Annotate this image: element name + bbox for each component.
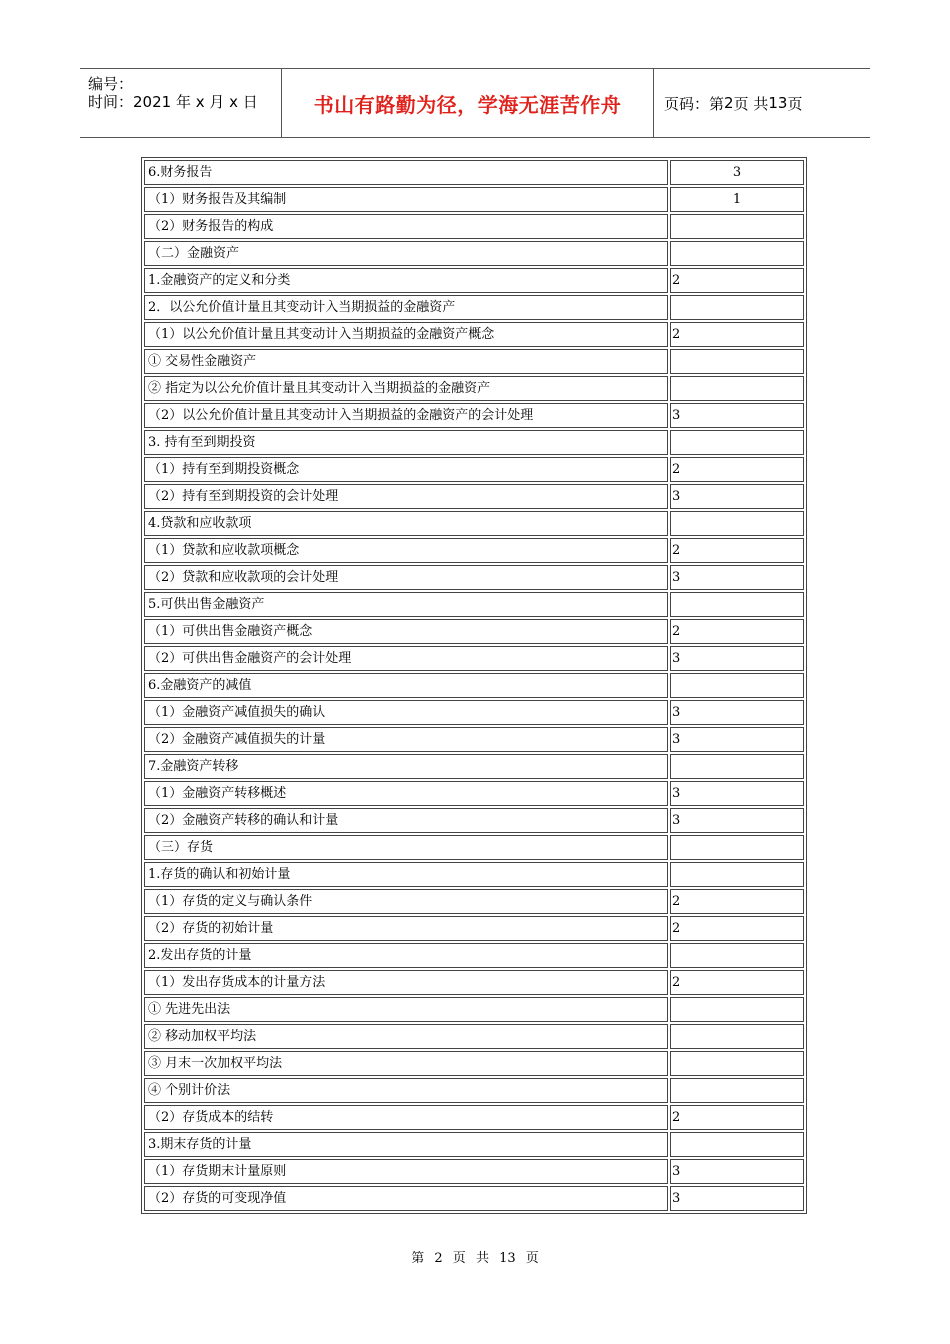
row-level-cell — [670, 754, 804, 779]
row-level-cell — [670, 349, 804, 374]
row-level-cell — [670, 862, 804, 887]
table-row — [144, 241, 804, 266]
row-level-cell: 3 — [670, 646, 804, 671]
table-row — [144, 943, 804, 968]
row-topic-cell: （2）金融资产转移的确认和计量 — [144, 808, 668, 833]
row-level-cell — [670, 430, 804, 455]
syllabus-table — [141, 157, 807, 1214]
row-level-cell — [670, 1132, 804, 1157]
table-row — [144, 295, 804, 320]
row-level-cell: 1 — [670, 187, 804, 212]
row-topic-cell: （2）存货的可变现净值 — [144, 1186, 668, 1211]
row-level-cell: 3 — [670, 1159, 804, 1184]
row-topic-cell: （1）金融资产减值损失的确认 — [144, 700, 668, 725]
table-row — [144, 403, 804, 428]
row-topic-cell: 2.发出存货的计量 — [144, 943, 668, 968]
table-row — [144, 781, 804, 806]
syllabus-table-body — [144, 160, 804, 1211]
table-row — [144, 322, 804, 347]
row-topic-cell: （1）存货的定义与确认条件 — [144, 889, 668, 914]
row-topic-cell: 3. 持有至到期投资 — [144, 430, 668, 455]
time-label: 时间：2021 年 x 月 x 日 — [88, 93, 258, 111]
footer-word-ye: 页 — [452, 1251, 466, 1266]
row-level-cell: 3 — [670, 781, 804, 806]
row-topic-cell: 7.金融资产转移 — [144, 754, 668, 779]
row-topic-cell: （1）财务报告及其编制 — [144, 187, 668, 212]
table-row — [144, 538, 804, 563]
row-topic-cell: 1.金融资产的定义和分类 — [144, 268, 668, 293]
table-row — [144, 268, 804, 293]
row-level-cell — [670, 376, 804, 401]
header-motto — [282, 69, 654, 137]
table-row — [144, 808, 804, 833]
table-row — [144, 1132, 804, 1157]
row-level-cell — [670, 295, 804, 320]
table-row — [144, 1078, 804, 1103]
page-current: 2 — [724, 94, 734, 112]
footer-word-di: 第 — [411, 1251, 425, 1266]
row-topic-cell: ② 移动加权平均法 — [144, 1024, 668, 1049]
table-row — [144, 754, 804, 779]
table-row — [144, 376, 804, 401]
row-level-cell — [670, 592, 804, 617]
row-topic-cell: （2）存货的初始计量 — [144, 916, 668, 941]
row-topic-cell: （2）存货成本的结转 — [144, 1105, 668, 1130]
table-row — [144, 889, 804, 914]
row-topic-cell: 1.存货的确认和初始计量 — [144, 862, 668, 887]
row-topic-cell: ④ 个别计价法 — [144, 1078, 668, 1103]
table-row — [144, 862, 804, 887]
table-row — [144, 457, 804, 482]
row-level-cell: 3 — [670, 727, 804, 752]
footer-current-page: 2 — [434, 1251, 443, 1266]
row-level-cell — [670, 241, 804, 266]
page-header — [80, 68, 870, 138]
row-level-cell: 2 — [670, 889, 804, 914]
row-topic-cell: ③ 月末一次加权平均法 — [144, 1051, 668, 1076]
row-level-cell: 3 — [670, 700, 804, 725]
row-level-cell — [670, 214, 804, 239]
table-row — [144, 916, 804, 941]
row-level-cell: 3 — [670, 808, 804, 833]
row-topic-cell: （二）金融资产 — [144, 241, 668, 266]
row-topic-cell: （1）可供出售金融资产概念 — [144, 619, 668, 644]
page-footer — [0, 1247, 950, 1266]
row-level-cell — [670, 997, 804, 1022]
row-level-cell: 3 — [670, 1186, 804, 1211]
table-row — [144, 160, 804, 185]
row-topic-cell: （2）财务报告的构成 — [144, 214, 668, 239]
table-row — [144, 835, 804, 860]
row-level-cell: 2 — [670, 322, 804, 347]
table-row — [144, 1105, 804, 1130]
row-topic-cell: 4.贷款和应收款项 — [144, 511, 668, 536]
row-level-cell — [670, 943, 804, 968]
row-level-cell: 2 — [670, 1105, 804, 1130]
row-level-cell — [670, 1078, 804, 1103]
row-level-cell: 2 — [670, 970, 804, 995]
table-row — [144, 592, 804, 617]
table-row — [144, 187, 804, 212]
footer-word-gong: 共 — [475, 1251, 489, 1266]
table-row — [144, 349, 804, 374]
row-level-cell: 2 — [670, 619, 804, 644]
table-row — [144, 484, 804, 509]
table-row — [144, 1186, 804, 1211]
footer-word-ye-end: 页 — [525, 1251, 539, 1266]
row-level-cell — [670, 835, 804, 860]
row-level-cell: 2 — [670, 457, 804, 482]
number-label: 编号： — [88, 75, 134, 93]
row-topic-cell: （1）金融资产转移概述 — [144, 781, 668, 806]
table-row — [144, 1051, 804, 1076]
row-level-cell — [670, 1051, 804, 1076]
row-topic-cell: （1）持有至到期投资概念 — [144, 457, 668, 482]
table-row — [144, 1024, 804, 1049]
row-topic-cell: （2）金融资产减值损失的计量 — [144, 727, 668, 752]
motto-text: 书山有路勤为径，学海无涯苦作舟 — [313, 92, 622, 117]
table-row — [144, 646, 804, 671]
footer-total-pages: 13 — [499, 1251, 516, 1266]
row-level-cell: 3 — [670, 565, 804, 590]
page-prefix: 页码：第 — [664, 94, 725, 113]
page-mid: 页 共 — [733, 94, 769, 113]
table-row — [144, 619, 804, 644]
row-level-cell: 2 — [670, 538, 804, 563]
row-topic-cell: （2）持有至到期投资的会计处理 — [144, 484, 668, 509]
row-level-cell: 3 — [670, 160, 804, 185]
header-meta — [80, 69, 282, 137]
row-topic-cell: （2）贷款和应收款项的会计处理 — [144, 565, 668, 590]
table-row — [144, 565, 804, 590]
row-topic-cell: ① 交易性金融资产 — [144, 349, 668, 374]
row-topic-cell: （三）存货 — [144, 835, 668, 860]
row-level-cell: 3 — [670, 403, 804, 428]
row-topic-cell: 2．以公允价值计量且其变动计入当期损益的金融资产 — [144, 295, 668, 320]
page-total: 13 — [768, 94, 788, 112]
table-row — [144, 673, 804, 698]
row-topic-cell: （2）以公允价值计量且其变动计入当期损益的金融资产的会计处理 — [144, 403, 668, 428]
page-suffix: 页 — [787, 94, 803, 113]
table-row — [144, 997, 804, 1022]
row-topic-cell: （1）存货期末计量原则 — [144, 1159, 668, 1184]
row-topic-cell: （2）可供出售金融资产的会计处理 — [144, 646, 668, 671]
table-row — [144, 430, 804, 455]
row-topic-cell: （1）贷款和应收款项概念 — [144, 538, 668, 563]
row-topic-cell: 3.期末存货的计量 — [144, 1132, 668, 1157]
row-topic-cell: 6.财务报告 — [144, 160, 668, 185]
row-level-cell: 2 — [670, 268, 804, 293]
row-topic-cell: （1）以公允价值计量且其变动计入当期损益的金融资产概念 — [144, 322, 668, 347]
row-level-cell: 3 — [670, 484, 804, 509]
table-row — [144, 970, 804, 995]
row-topic-cell: ② 指定为以公允价值计量且其变动计入当期损益的金融资产 — [144, 376, 668, 401]
header-page-number — [655, 69, 879, 137]
table-row — [144, 727, 804, 752]
row-level-cell — [670, 673, 804, 698]
table-row — [144, 214, 804, 239]
row-level-cell — [670, 511, 804, 536]
row-level-cell: 2 — [670, 916, 804, 941]
row-topic-cell: 5.可供出售金融资产 — [144, 592, 668, 617]
table-row — [144, 1159, 804, 1184]
row-topic-cell: （1）发出存货成本的计量方法 — [144, 970, 668, 995]
row-level-cell — [670, 1024, 804, 1049]
row-topic-cell: ① 先进先出法 — [144, 997, 668, 1022]
row-topic-cell: 6.金融资产的减值 — [144, 673, 668, 698]
table-row — [144, 700, 804, 725]
table-row — [144, 511, 804, 536]
